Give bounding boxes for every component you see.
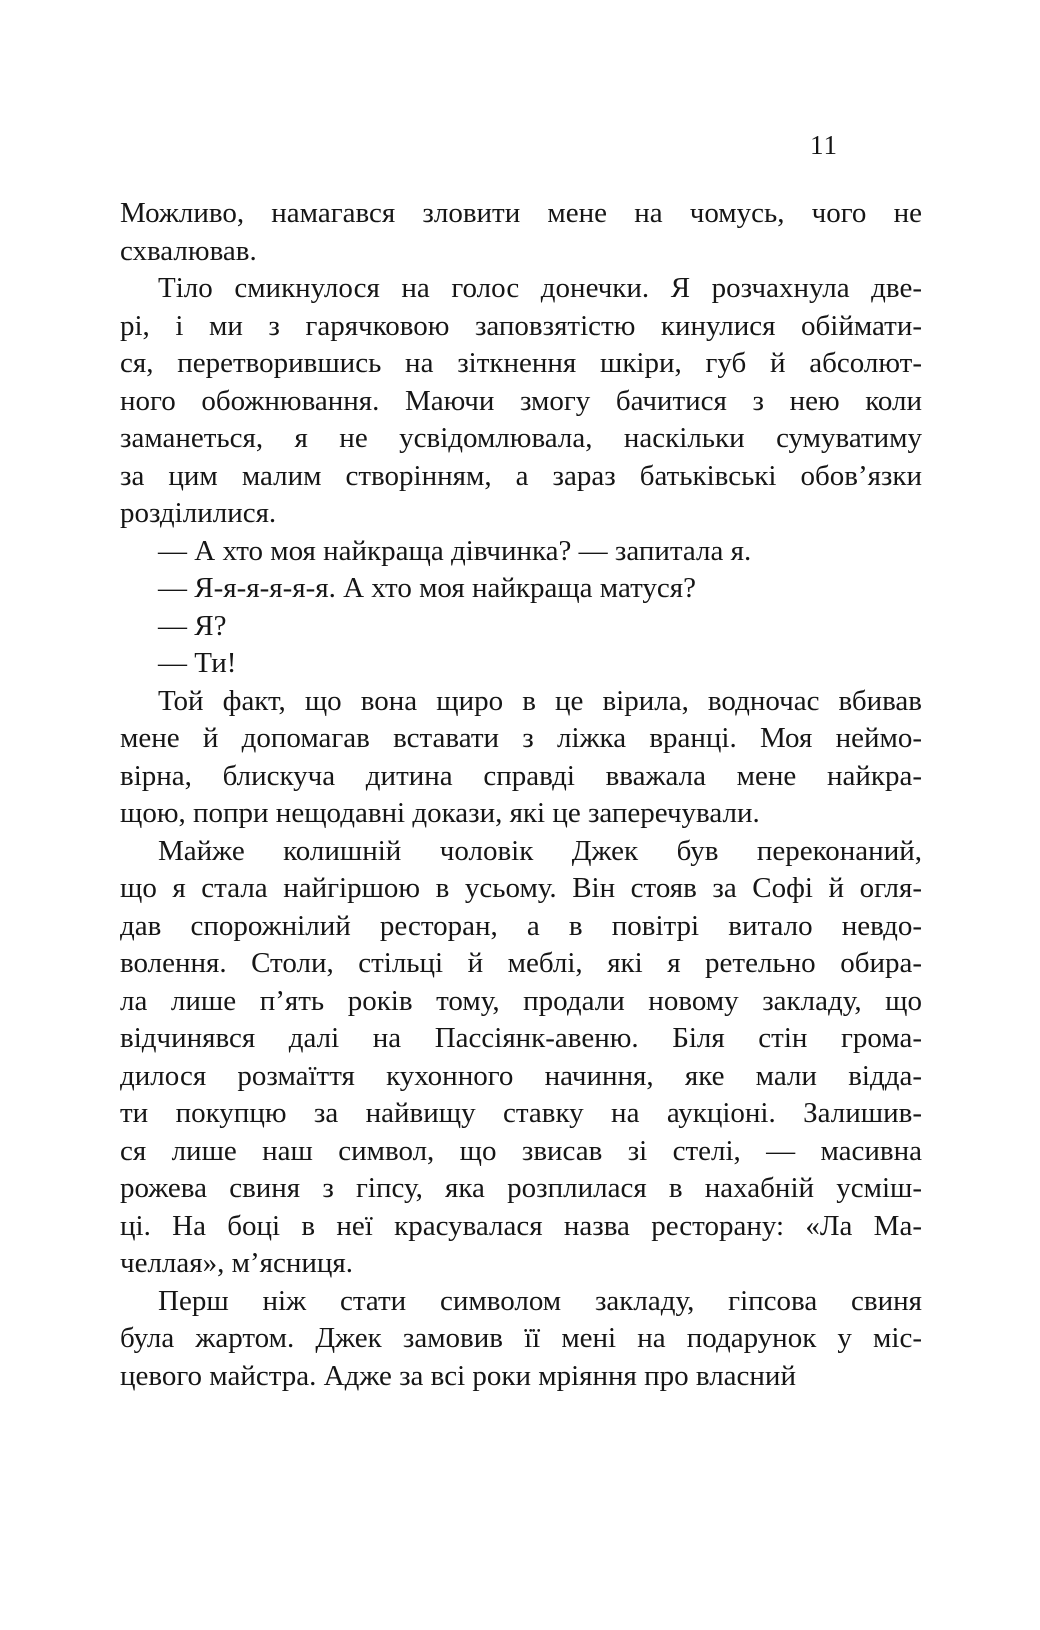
paragraph [120, 608, 922, 646]
text-line: Майже колишній чоловік Джек був переконаний, [158, 834, 922, 867]
paragraph [120, 270, 922, 533]
text-line: розділилися. [120, 497, 277, 529]
text-line: заманеться, я не усвідомлювала, наскільки сумуватиму [120, 422, 922, 454]
text-line: ла лише п’ять років тому, продали новому закладу, що [120, 984, 922, 1017]
text-line: ся, перетворившись на зіткнення шкіри, губ й абсолют- [120, 347, 922, 379]
text-line: Перш ніж стати символом закладу, гіпсова свиня [158, 1284, 922, 1317]
text-line: дилося розмаїття кухонного начиння, яке мали відда- [120, 1059, 922, 1092]
paragraph [120, 570, 922, 608]
text-line: Тіло смикнулося на голос донечки. Я розчахнула две- [158, 272, 922, 304]
text-line: Той факт, що вона щиро в це вірила, водночас вбивав [158, 684, 922, 717]
text-line: ся лише наш символ, що звисав зі стелі, — масивна [120, 1134, 922, 1167]
page-number: 11 [810, 130, 838, 160]
text-line: цевого майстра. Адже за всі роки мріяння про власний [120, 1359, 796, 1392]
text-line: волення. Столи, стільці й меблі, які я ретельно обира- [120, 947, 922, 979]
paragraph [120, 1283, 922, 1396]
text-line: що я стала найгіршою в усьому. Він стояв за Софі й огля- [120, 872, 922, 904]
text-line: щою, попри нещодавні докази, які це заперечували. [120, 797, 760, 829]
text-line: дав спорожнілий ресторан, а в повітрі витало невдо- [120, 909, 922, 942]
text-line: схвалював. [120, 234, 257, 267]
text-line: ного обожнювання. Маючи змогу бачитися з нею коли [120, 384, 922, 417]
paragraph [120, 195, 922, 270]
text-line: Можливо, намагався зловити мене на чомусь, чого не [120, 197, 922, 229]
text-line: — Я? [158, 609, 227, 642]
text-line: — Ти! [158, 647, 237, 679]
text-line: вірна, блискуча дитина справді вважала мене найкра- [120, 759, 922, 792]
text-line: відчинявся далі на Пассіянк-авеню. Біля стін грома- [120, 1022, 922, 1054]
text-line: була жартом. Джек замовив її мені на подарунок у міс- [120, 1322, 922, 1354]
text-line: — Я-я-я-я-я-я. А хто моя найкраща матуся? [158, 572, 696, 604]
paragraph [120, 533, 922, 571]
text-line: рі, і ми з гарячковою заповзятістю кинулися обіймати- [120, 309, 922, 342]
text-line: мене й допомагав вставати з ліжка вранці. Моя неймо- [120, 722, 922, 754]
text-line: рожева свиня з гіпсу, яка розплилася в нахабній усміш- [120, 1172, 922, 1204]
paragraph [120, 833, 922, 1283]
text-line: за цим малим створінням, а зараз батьківські обов’язки [120, 459, 922, 492]
text-line: челлая», м’ясниця. [120, 1247, 353, 1279]
text-line: ці. На боці в неї красувалася назва ресторану: «Ла Ма- [120, 1209, 922, 1242]
paragraph [120, 645, 922, 683]
paragraph [120, 683, 922, 833]
text-line: ти покупцю за найвищу ставку на аукціоні. Залишив- [120, 1097, 922, 1129]
text-block [120, 195, 922, 1395]
text-line: — А хто моя найкраща дівчинка? — запитала я. [158, 534, 752, 567]
